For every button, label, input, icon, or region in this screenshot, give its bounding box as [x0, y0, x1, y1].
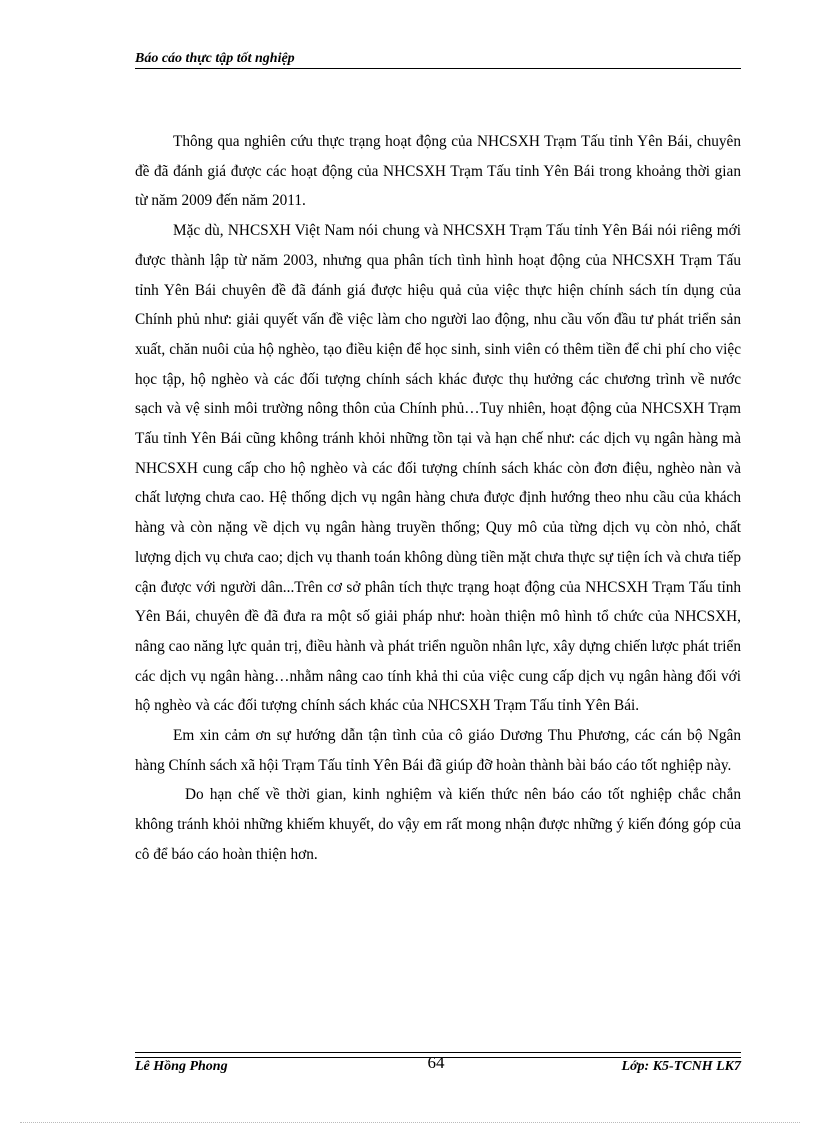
footer-class: Lớp: K5-TCNH LK7 [621, 1059, 741, 1074]
body-text [135, 127, 741, 870]
page-number: 64 [427, 1053, 445, 1072]
footer-author: Lê Hồng Phong [135, 1059, 228, 1074]
header-rule [135, 68, 741, 69]
paragraph-1: Thông qua nghiên cứu thực trạng hoạt động của NHCSXH Trạm Tấu tỉnh Yên Bái, chuyên đề đã đánh giá được các hoạt động của NHCSXH Trạm Tấu tỉnh Yên Bái trong khoảng thời gian từ năm 2009 đến năm 2011. [135, 133, 741, 210]
paragraph-4: Do hạn chế về thời gian, kinh nghiệm và kiến thức nên báo cáo tốt nghiệp chắc chắn không tránh khỏi những khiếm khuyết, do vậy em rất mong nhận được những ý kiến đóng góp của cô để báo cáo hoàn thiện hơn. [135, 786, 741, 863]
header-title: Báo cáo thực tập tốt nghiệp [135, 51, 295, 66]
paragraph-2: Mặc dù, NHCSXH Việt Nam nói chung và NHCSXH Trạm Tấu tỉnh Yên Bái nói riêng mới được thành lập từ năm 2003, nhưng qua phân tích tình hình hoạt động của NHCSXH Trạm Tấu tỉnh Yên Bái chuyên đề đã đánh giá được hiệu quả của việc thực hiện chính sách tín dụng của Chính phủ như: giải quyết vấn đề việc làm cho người lao động, nhu cầu vốn đầu tư phát triển sản xuất, chăn nuôi của hộ nghèo, tạo điều kiện để học sinh, sinh viên có thêm tiền để chi phí cho việc học tập, hộ nghèo và các đối tượng chính sách khác được thụ hưởng các chương trình về nước sạch và vệ sinh môi trường nông thôn của Chính phủ…Tuy nhiên, hoạt động của NHCSXH Trạm Tấu tỉnh Yên Bái cũng không tránh khỏi những tồn tại và hạn chế như: các dịch vụ ngân hàng mà NHCSXH cung cấp cho hộ nghèo và các đối tượng chính sách khác còn đơn điệu, nghèo nàn và chất lượng chưa cao. Hệ thống dịch vụ ngân hàng chưa được định hướng theo nhu cầu của khách hàng và còn nặng về dịch vụ ngân hàng truyền thống; Quy mô của từng dịch vụ còn nhỏ, chất lượng dịch vụ chưa cao; dịch vụ thanh toán không dùng tiền mặt chưa thực sự tiện ích và chưa tiếp cận được với người dân...Trên cơ sở phân tích thực trạng hoạt động của NHCSXH Trạm Tấu tỉnh Yên Bái, chuyên đề đã đưa ra một số giải pháp như: hoàn thiện mô hình tổ chức của NHCSXH, nâng cao năng lực quản trị, điều hành và phát triển nguồn nhân lực, xây dựng chiến lược phát triển các dịch vụ ngân hàng…nhằm nâng cao tính khả thi của việc cung cấp dịch vụ ngân hàng đối với hộ nghèo và các đối tượng chính sách khác của NHCSXH Trạm Tấu tỉnh Yên Bái. [135, 222, 741, 715]
paragraph-3: Em xin cảm ơn sự hướng dẫn tận tình của cô giáo Dương Thu Phương, các cán bộ Ngân hàng Chính sách xã hội Trạm Tấu tỉnh Yên Bái đã giúp đỡ hoàn thành bài báo cáo tốt nghiệp này. [135, 727, 741, 774]
